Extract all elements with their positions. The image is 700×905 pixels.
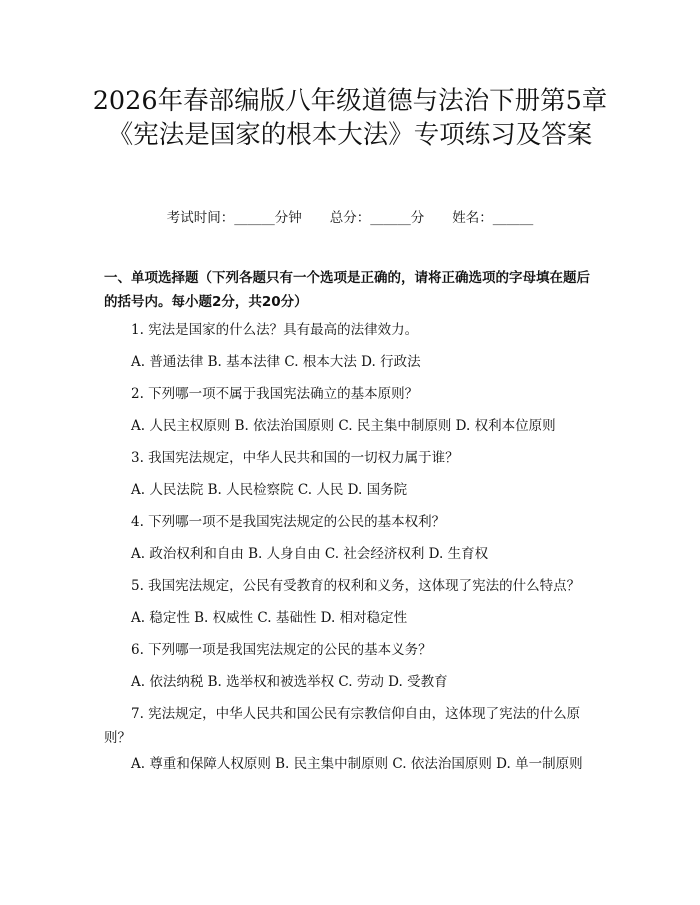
question-3-options: A. 人民法院 B. 人民检察院 C. 人民 D. 国务院 xyxy=(131,482,408,498)
question-7: 7. 宪法规定，中华人民共和国公民有宗教信仰自由，这体现了宪法的什么原则？ xyxy=(104,706,581,746)
question-7-options: A. 尊重和保障人权原则 B. 民主集中制原则 C. 依法治国原则 D. 单一制原则 xyxy=(131,756,583,772)
question-6-options: A. 依法纳税 B. 选举权和被选举权 C. 劳动 D. 受教育 xyxy=(131,674,448,690)
question-5-options: A. 稳定性 B. 权威性 C. 基础性 D. 相对稳定性 xyxy=(131,610,408,626)
question-5: 5. 我国宪法规定，公民有受教育的权利和义务，这体现了宪法的什么特点？ xyxy=(131,578,581,594)
exam-time-field: 考试时间：______分钟 xyxy=(166,210,302,226)
question-6: 6. 下列哪一项是我国宪法规定的公民的基本义务？ xyxy=(131,642,432,658)
student-name-field: 姓名：______ xyxy=(452,210,534,226)
question-1-options: A. 普通法律 B. 基本法律 C. 根本大法 D. 行政法 xyxy=(131,354,421,370)
question-4: 4. 下列哪一项不是我国宪法规定的公民的基本权利？ xyxy=(131,514,446,530)
question-2: 2. 下列哪一项不属于我国宪法确立的基本原则？ xyxy=(131,386,419,402)
question-4-options: A. 政治权利和自由 B. 人身自由 C. 社会经济权利 D. 生育权 xyxy=(131,546,489,562)
total-score-field: 总分：______分 xyxy=(329,210,425,226)
section-heading: 一、单项选择题（下列各题只有一个选项是正确的，请将正确选项的字母填在题后的括号内。每小题2分，共20分） xyxy=(104,270,590,310)
exam-info-line xyxy=(0,206,700,226)
document-title: 2026年春部编版八年级道德与法治下册第5章《宪法是国家的根本大法》专项练习及答案 xyxy=(92,86,608,150)
question-3: 3. 我国宪法规定，中华人民共和国的一切权力属于谁？ xyxy=(131,450,459,466)
question-2-options: A. 人民主权原则 B. 依法治国原则 C. 民主集中制原则 D. 权利本位原则 xyxy=(131,418,556,434)
question-1: 1. 宪法是国家的什么法？具有最高的法律效力。 xyxy=(131,322,419,338)
